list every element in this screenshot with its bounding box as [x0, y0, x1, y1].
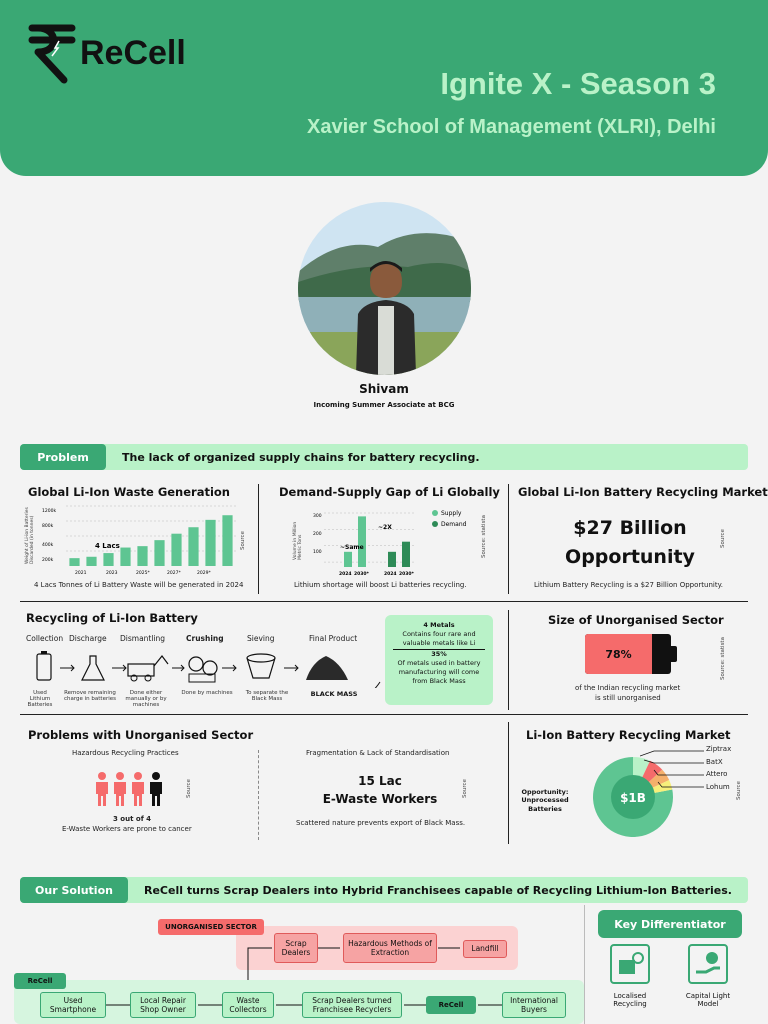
differentiator-title: Key Differentiator [598, 910, 742, 938]
arrow-icon [60, 665, 74, 671]
gap-caption: Lithium shortage will boost Li batteries recycling. [294, 581, 467, 589]
problems-source: Source [186, 779, 192, 798]
unorg-source: Source: statista [720, 637, 726, 680]
ann-same: ~Same [340, 544, 364, 551]
gap-chart [292, 505, 492, 577]
donut-source: Source [736, 781, 742, 800]
header-banner [0, 0, 768, 176]
profile-role: Incoming Summer Associate at BCG [313, 401, 455, 409]
legend-supply: Supply [441, 510, 462, 517]
money-hand-icon [688, 944, 728, 984]
waste-bar [69, 558, 79, 566]
location-icon [610, 944, 650, 984]
brand-name: ReCell [80, 33, 186, 72]
ytick: 800k [42, 524, 54, 529]
flow-step: Local Repair Shop Owner [130, 992, 196, 1018]
solution-statement: ReCell turns Scrap Dealers into Hybrid Franchisees capable of Recycling Lithium-Ion Batteries. [144, 883, 732, 897]
col2-stat [310, 772, 450, 808]
metals-text: Contains four rare and valuable metals like Li [402, 629, 476, 647]
col1-caption: E-Waste Workers are prone to cancer [62, 825, 192, 833]
market-title: Global Li-Ion Battery Recycling Market [518, 485, 768, 499]
waste-bar [137, 546, 147, 566]
divider [258, 484, 259, 594]
divider [20, 714, 748, 715]
flow-scrap-dealers: Scrap Dealers [274, 933, 318, 963]
rupee-logo-icon [28, 22, 76, 84]
flow-step: Scrap Dealers turned Franchisee Recyclers [302, 992, 402, 1018]
ytick: 300 [313, 514, 322, 519]
market-headline [530, 514, 730, 572]
step-desc: Used Lithium Batteries [27, 690, 53, 708]
gauge-fill [585, 634, 652, 674]
legend-demand-swatch [432, 521, 438, 527]
waste-bar [86, 557, 96, 566]
col2-title: Fragmentation & Lack of Standardisation [306, 749, 450, 757]
arrow-icon [284, 665, 298, 671]
waste-bar [103, 553, 113, 566]
market-source: Source [720, 529, 726, 548]
gap-bar [344, 552, 352, 567]
metals-title: 4 Metals [423, 621, 455, 629]
arrow-icon [172, 665, 184, 671]
diff-item: Capital Light Model [685, 992, 731, 1008]
metals-pct: 35% [393, 649, 485, 659]
brand-logo[interactable] [28, 22, 186, 84]
market-caption: Lithium Battery Recycling is a $27 Billion Opportunity. [534, 581, 723, 589]
ytick: 400k [42, 543, 54, 548]
step-desc: BLACK MASS [310, 690, 358, 698]
profile-name: Shivam [359, 382, 409, 396]
event-subtitle: Xavier School of Management (XLRI), Delhi [307, 116, 716, 138]
arrow-icon [222, 665, 236, 671]
recell-flow-tag: ReCell [14, 973, 66, 989]
donut-label: Attero [706, 770, 728, 778]
metals-pct-text: Of metals used in battery manufacturing will come from Black Mass [397, 659, 481, 685]
waste-chart-title: Global Li-Ion Waste Generation [28, 485, 230, 499]
problem-statement: The lack of organized supply chains for battery recycling. [122, 450, 480, 464]
ann-2x: ~2X [378, 524, 392, 531]
step-label: Collection [26, 634, 64, 643]
profile-photo [298, 202, 471, 375]
ytick: 1200k [42, 509, 57, 514]
unorg-caption1: of the Indian recycling market [575, 684, 681, 692]
market-line2: Opportunity [565, 546, 695, 568]
step-desc: To separate the Black Mass [245, 690, 289, 702]
divider [508, 722, 509, 844]
xtick: 2030* [354, 572, 369, 577]
col2-stat2: E-Waste Workers [322, 792, 438, 806]
col1-stat: 3 out of 4 [113, 815, 152, 823]
unorg-label: UNORGANISED SECTOR [158, 919, 264, 935]
xtick: 2021 [75, 571, 87, 576]
divider [508, 610, 509, 710]
step-desc: Done either manually or by machines [125, 690, 167, 708]
ytick: 200k [42, 558, 54, 563]
xtick: 2024 [384, 572, 397, 577]
flow-step: International Buyers [502, 992, 566, 1018]
divider [584, 905, 585, 1024]
arrow-icon [112, 665, 126, 671]
market-line1: $27 Billion [573, 517, 687, 539]
waste-bar [205, 520, 215, 566]
step-label: Sieving [247, 634, 275, 643]
metals-box [385, 615, 493, 705]
step-label: Crushing [186, 634, 224, 643]
diff-item: Localised Recycling [613, 992, 647, 1008]
unorg-battery-gauge [585, 634, 671, 674]
sieve-icon [247, 654, 275, 662]
battery-cap [671, 646, 677, 662]
gap-ylabel: Volume in Million Metric Tons [293, 521, 303, 560]
col2-caption: Scattered nature prevents export of Black Mass. [296, 819, 466, 827]
ytick: 200 [313, 532, 322, 537]
problem-tag: Problem [20, 444, 106, 470]
waste-bar [222, 515, 232, 566]
gap-source: Source: statista [481, 515, 487, 558]
divider [508, 484, 509, 594]
flow-landfill: Landfill [463, 940, 507, 958]
flow-arrows-bottom [104, 1000, 504, 1010]
recycling-title: Recycling of Li-Ion Battery [26, 611, 198, 625]
step-label: Dismantling [120, 634, 166, 643]
solution-band [20, 877, 748, 903]
xtick: 2024 [339, 572, 352, 577]
flow-step-recell: ReCell [426, 996, 476, 1014]
waste-bar [120, 548, 130, 566]
battery-icon [37, 654, 51, 680]
divider [20, 601, 748, 602]
waste-bar [171, 534, 181, 566]
event-title: Ignite X - Season 3 [440, 66, 716, 101]
xtick: 2027* [167, 571, 181, 576]
waste-caption: 4 Lacs Tonnes of Li Battery Waste will be generated in 2024 [34, 581, 244, 589]
xtick: 2029* [197, 571, 211, 576]
unorg-pct: 78% [605, 647, 632, 661]
black-mass-icon [306, 656, 348, 680]
waste-chart [22, 502, 262, 578]
problems-title: Problems with Unorganised Sector [28, 728, 254, 742]
step-label: Final Product [309, 634, 358, 643]
flow-hazard: Hazardous Methods of Extraction [343, 933, 437, 963]
problem-band [20, 444, 748, 470]
solution-tag: Our Solution [20, 877, 128, 903]
flow-step: Waste Collectors [222, 992, 274, 1018]
donut-title: Li-Ion Battery Recycling Market [526, 728, 731, 742]
legend-demand: Demand [441, 521, 467, 528]
col1-title: Hazardous Recycling Practices [72, 749, 179, 757]
donut-label: Lohum [706, 783, 730, 791]
xtick: 2023 [106, 571, 118, 576]
gap-bar [358, 516, 366, 567]
step-label: Discharge [69, 634, 107, 643]
gap-bar [388, 552, 396, 567]
divider [258, 750, 259, 840]
donut-left-label: Opportunity: Unprocessed Batteries [521, 788, 569, 813]
problems-source: Source [462, 779, 468, 798]
flask-icon [82, 656, 104, 680]
gap-chart-title: Demand-Supply Gap of Li Globally [279, 485, 500, 499]
waste-source: Source [240, 531, 246, 550]
xtick: 2025* [136, 571, 150, 576]
legend-supply-swatch [432, 510, 438, 516]
gap-bar [402, 542, 410, 567]
process-icons [26, 646, 386, 688]
crusher-icon [189, 657, 203, 671]
step-desc: Done by machines [181, 690, 233, 696]
donut-label: Ziptrax [706, 745, 732, 753]
unorg-caption2: is still unorganised [595, 694, 661, 702]
donut-label: BatX [706, 758, 723, 766]
workers-icon [94, 772, 166, 806]
waste-bar [188, 527, 198, 566]
unorg-size-title: Size of Unorganised Sector [548, 613, 724, 627]
waste-ylabel: Weight of Li-ion Batteries Discarded (in tonnes) [25, 507, 35, 564]
excavator-icon [128, 664, 154, 676]
donut-center-label: $1B [620, 791, 646, 805]
waste-annotation: 4 Lacs [95, 542, 120, 550]
flow-step: Used Smartphone [40, 992, 106, 1018]
step-desc: Remove remaining charge in batteries [63, 690, 117, 702]
waste-bar [154, 540, 164, 566]
xtick: 2030* [399, 572, 414, 577]
ytick: 100 [313, 550, 322, 555]
col2-stat1: 15 Lac [358, 774, 402, 788]
donut-leaders [640, 748, 710, 792]
